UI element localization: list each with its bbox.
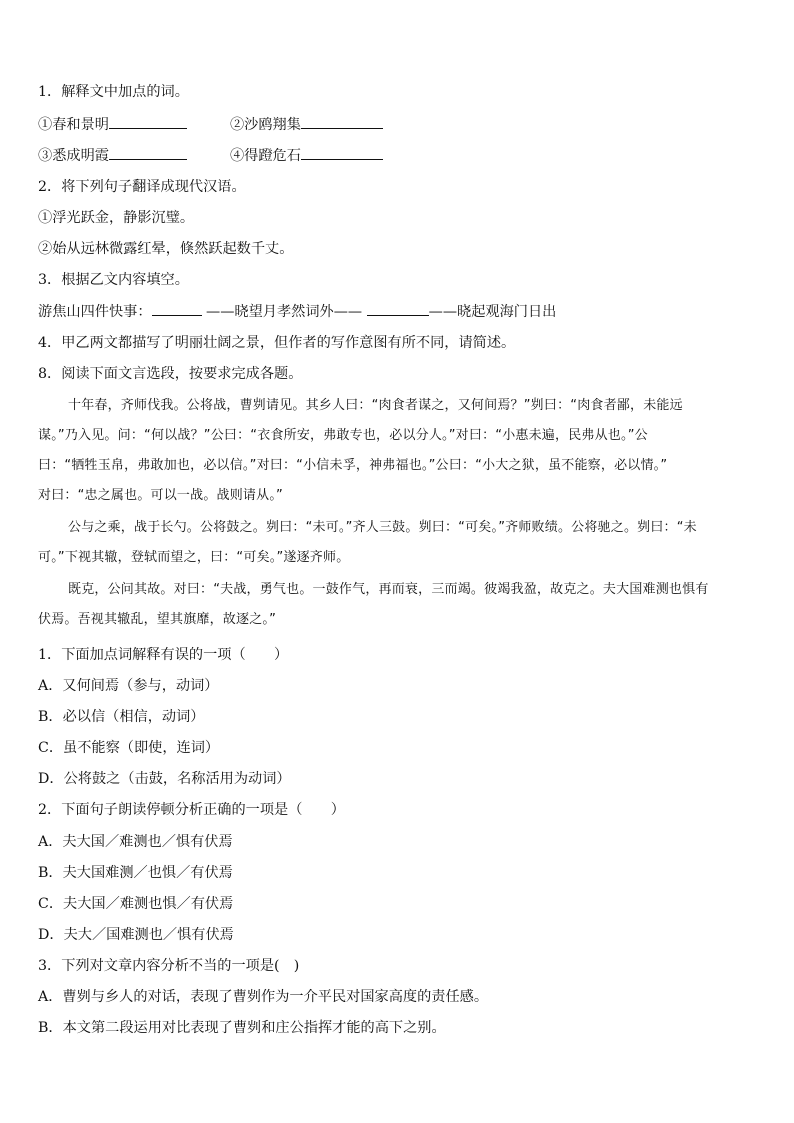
sub2-option-b[interactable]: B．夫大国难测／也惧／有伏焉: [38, 865, 233, 881]
sub1-title: 1．下面加点词解释有误的一项（ ）: [38, 647, 289, 663]
passage-line: 公与之乘，战于长勺。公将鼓之。刿曰：“未可。”齐人三鼓。刿曰：“可矣。”齐师败绩。公将驰之。刿曰：“未: [68, 520, 697, 535]
passage-line: 既克，公问其故。对曰：“夫战，勇气也。一鼓作气，再而衰，三而竭。彼竭我盈，故克之。夫大国难测也惧有: [68, 582, 709, 597]
q1-item-3: ③悉成明霞: [38, 148, 109, 164]
q1-row-1: [38, 114, 383, 135]
passage-line: 可。”下视其辙，登轼而望之，曰：“可矣。”遂逐齐师。: [38, 550, 350, 565]
passage-line: 十年春，齐师伐我。公将战，曹刿请见。其乡人曰：“肉食者谋之，又何间焉？”刿曰：“肉食者鄙，未能远: [68, 398, 683, 413]
q2-sentence-2: ②始从远林微露红晕，倏然跃起数千丈。: [38, 241, 294, 257]
passage-line: 曰：“牺牲玉帛，弗敢加也，必以信。”对曰：“小信未孚，神弗福也。”公曰：“小大之狱，虽不能察，必以情。”: [38, 458, 668, 473]
q3-title: 3．根据乙文内容填空。: [38, 272, 189, 288]
answer-blank[interactable]: [367, 301, 429, 316]
q1-row-2: [38, 145, 383, 166]
sub2-option-a[interactable]: A．夫大国／难测也／惧有伏焉: [38, 834, 233, 850]
q1-item-1: ①春和景明: [38, 117, 109, 133]
q3-prefix: 游焦山四件快事：: [38, 304, 152, 320]
sub1-option-d[interactable]: D．公将鼓之（击鼓，名称活用为动词）: [38, 771, 291, 787]
sub1-option-b[interactable]: B．必以信（相信，动词）: [38, 709, 205, 725]
sub2-option-d[interactable]: D．夫大／国难测也／惧有伏焉: [38, 927, 234, 943]
q1-item-2: ②沙鸥翔集: [229, 117, 301, 133]
q3-end: ——晓起观海门日出: [428, 304, 557, 320]
q2-title: 2．将下列句子翻译成现代汉语。: [38, 179, 246, 195]
sub2-title: 2．下面句子朗读停顿分析正确的一项是（ ）: [38, 802, 345, 818]
answer-blank[interactable]: [152, 301, 202, 316]
passage-line: 对曰：“忠之属也。可以一战。战则请从。”: [38, 488, 283, 503]
passage-line: 伏焉。吾视其辙乱，望其旗靡，故逐之。”: [38, 612, 277, 627]
sub3-option-a[interactable]: A．曹刿与乡人的对话，表现了曹刿作为一介平民对国家高度的责任感。: [38, 989, 489, 1005]
passage-line: 谋。”乃入见。问：“何以战？”公曰：“衣食所安，弗敢专也，必以分人。”对曰：“小惠未遍，民弗从也。”公: [38, 428, 648, 443]
answer-blank[interactable]: [301, 114, 383, 129]
q3-mid: ——晓望月孝然词外——: [206, 304, 363, 320]
answer-blank[interactable]: [109, 114, 187, 129]
sub1-option-c[interactable]: C．虽不能察（即使，连词）: [38, 740, 220, 756]
sub3-option-b[interactable]: B．本文第二段运用对比表现了曹刿和庄公指挥才能的高下之别。: [38, 1020, 446, 1036]
q4-title: 4．甲乙两文都描写了明丽壮阔之景，但作者的写作意图有所不同，请简述。: [38, 335, 516, 351]
q1-item-4: ④得蹬危石: [229, 148, 301, 164]
q3-fill: [38, 301, 556, 322]
q1-title: 1．解释文中加点的词。: [38, 84, 189, 100]
sub1-option-a[interactable]: A．又何间焉（参与，动词）: [38, 678, 219, 694]
sub2-option-c[interactable]: C．夫大国／难测也惧／有伏焉: [38, 896, 234, 912]
q2-sentence-1: ①浮光跃金，静影沉璧。: [38, 210, 195, 226]
q8-title: 8．阅读下面文言选段，按要求完成各题。: [38, 366, 303, 382]
answer-blank[interactable]: [109, 145, 187, 160]
answer-blank[interactable]: [301, 145, 383, 160]
sub3-title: 3．下列对文章内容分析不当的一项是( ): [38, 958, 300, 974]
